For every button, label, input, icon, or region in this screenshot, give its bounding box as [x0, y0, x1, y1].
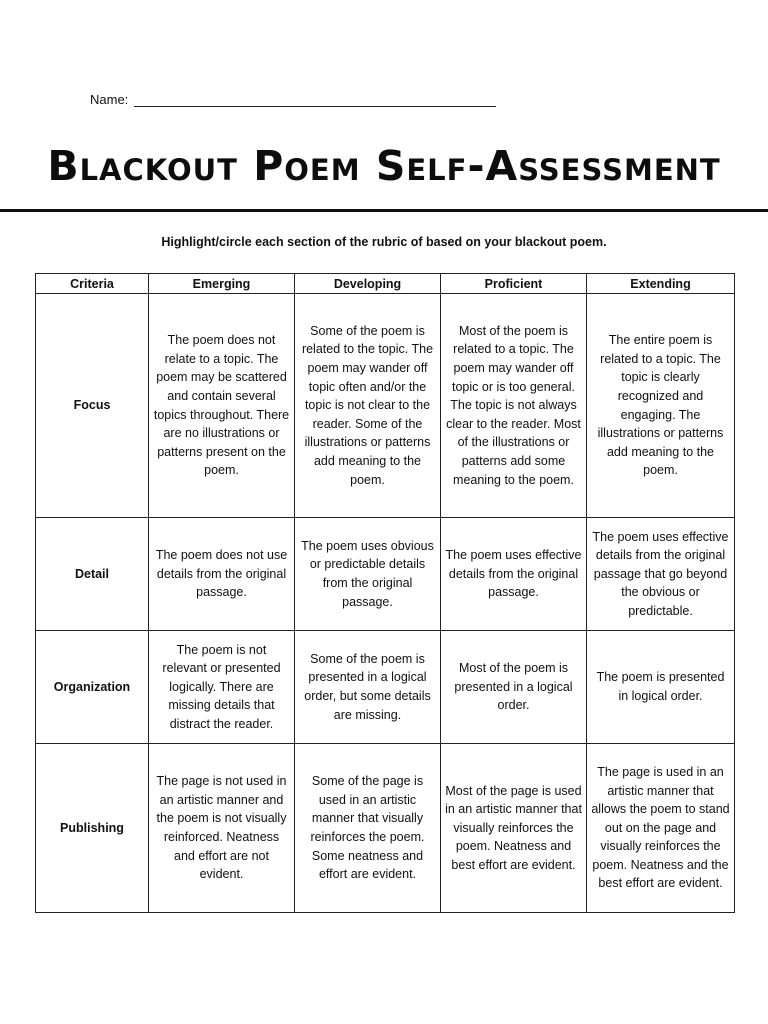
focus-extending-cell[interactable]: The entire poem is related to a topic. The topic is clearly recognized and engaging. The illustrations or patterns add meaning to the poem.	[587, 294, 735, 518]
rubric-table	[35, 273, 735, 913]
name-blank-line[interactable]	[134, 94, 496, 107]
criteria-organization: Organization	[36, 631, 149, 744]
rubric-row-detail	[36, 518, 735, 631]
organization-emerging-cell[interactable]: The poem is not relevant or presented logically. There are missing details that distract the reader.	[149, 631, 295, 744]
publishing-proficient-cell[interactable]: Most of the page is used in an artistic manner that visually reinforces the poem. Neatness and best effort are evident.	[441, 744, 587, 913]
publishing-emerging-cell[interactable]: The page is not used in an artistic manner and the poem is not visually reinforced. Neatness and effort are not evident.	[149, 744, 295, 913]
header-developing: Developing	[295, 274, 441, 294]
detail-proficient-cell[interactable]: The poem uses effective details from the original passage.	[441, 518, 587, 631]
rubric-row-focus	[36, 294, 735, 518]
focus-emerging-cell[interactable]: The poem does not relate to a topic. The poem may be scattered and contain several topics throughout. There are no illustrations or patterns present on the poem.	[149, 294, 295, 518]
publishing-developing-cell[interactable]: Some of the page is used in an artistic manner that visually reinforces the poem. Some neatness and effort are evident.	[295, 744, 441, 913]
detail-developing-cell[interactable]: The poem uses obvious or predictable details from the original passage.	[295, 518, 441, 631]
rubric-header-row	[36, 274, 735, 294]
instructions-text: Highlight/circle each section of the rubric of based on your blackout poem.	[161, 235, 607, 249]
criteria-publishing: Publishing	[36, 744, 149, 913]
header-emerging: Emerging	[149, 274, 295, 294]
organization-developing-cell[interactable]: Some of the poem is presented in a logical order, but some details are missing.	[295, 631, 441, 744]
publishing-extending-cell[interactable]: The page is used in an artistic manner that allows the poem to stand out on the page and visually reinforces the poem. Neatness and the best effort are evident.	[587, 744, 735, 913]
title-divider	[0, 209, 768, 212]
rubric-row-organization	[36, 631, 735, 744]
name-label: Name:	[90, 92, 129, 107]
organization-proficient-cell[interactable]: Most of the poem is presented in a logical order.	[441, 631, 587, 744]
worksheet-title: Blackout Poem Self-Assessment	[47, 142, 721, 190]
criteria-focus: Focus	[36, 294, 149, 518]
rubric-row-publishing	[36, 744, 735, 913]
detail-extending-cell[interactable]: The poem uses effective details from the original passage that go beyond the obvious or predictable.	[587, 518, 735, 631]
header-proficient: Proficient	[441, 274, 587, 294]
header-extending: Extending	[587, 274, 735, 294]
detail-emerging-cell[interactable]: The poem does not use details from the original passage.	[149, 518, 295, 631]
criteria-detail: Detail	[36, 518, 149, 631]
focus-developing-cell[interactable]: Some of the poem is related to the topic. The poem may wander off topic often and/or the topic is not clear to the reader. Some of the illustrations or patterns add meaning to the poem.	[295, 294, 441, 518]
focus-proficient-cell[interactable]: Most of the poem is related to a topic. The poem may wander off topic or is too general. The topic is not always clear to the reader. Most of the illustrations or patterns add some meaning to the poem.	[441, 294, 587, 518]
organization-extending-cell[interactable]: The poem is presented in logical order.	[587, 631, 735, 744]
header-criteria: Criteria	[36, 274, 149, 294]
name-field-row	[90, 92, 496, 107]
